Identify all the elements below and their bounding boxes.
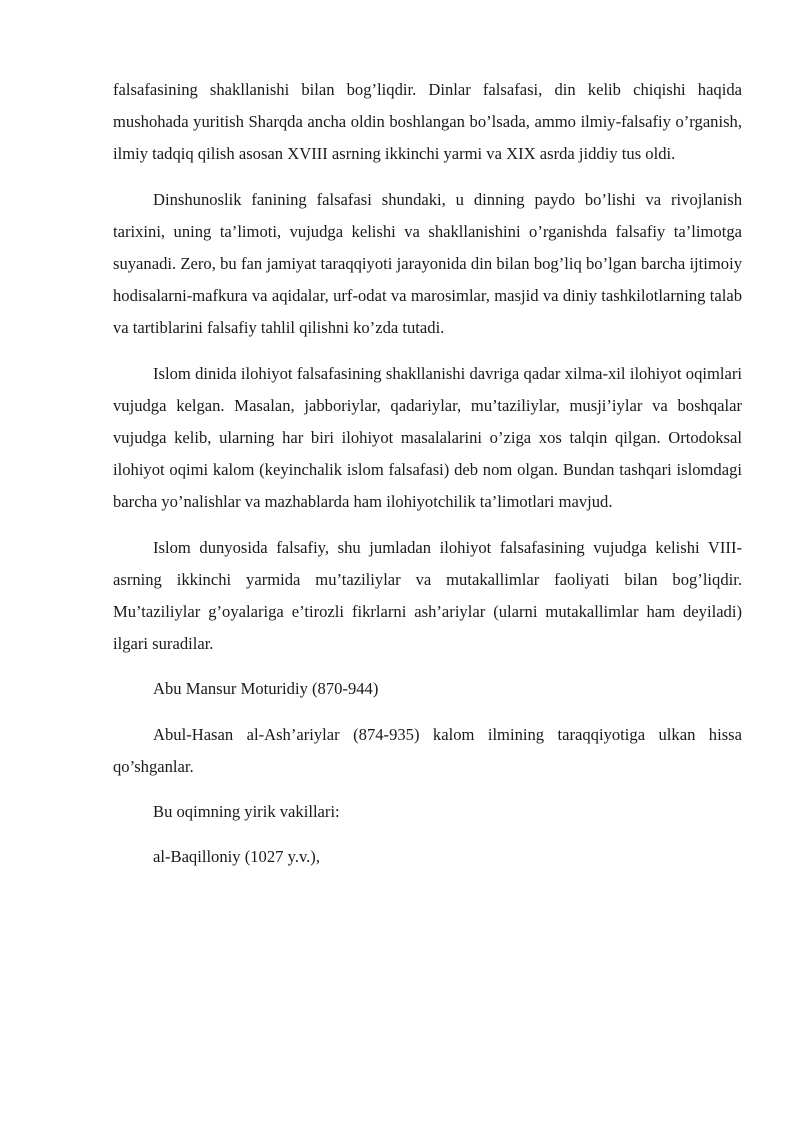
paragraph-continued: falsafasining shakllanishi bilan bog’liqdir. Dinlar falsafasi, din kelib chiqishi haqida mushohada yuritish Sharqda ancha oldin boshlangan bo’lsada, ammo ilmiy-falsafiy o’rganish, ilmiy tadqiq qilish asosan XVIII asrning ikkinchi yarmi va XIX asrda jiddiy tus oldi. <box>113 80 742 164</box>
paragraph-abul-hasan: Abul-Hasan al-Ash’ariylar (874-935) kalom ilmining taraqqiyotiga ulkan hissa qo’shganlar. <box>113 724 742 776</box>
line-vakillari-heading: Bu oqimning yirik vakillari: <box>153 802 340 822</box>
line-abu-mansur: Abu Mansur Moturidiy (870-944) <box>153 679 379 699</box>
paragraph-islom-dinida: Islom dinida ilohiyot falsafasining shakllanishi davriga qadar xilma-xil ilohiyot oqimlari vujudga kelgan. Masalan, jabboriylar, qadariylar, mu’taziliylar, musji’iylar va boshqalar vujudga kelib, ularning har biri ilohiyot masalalarini o’ziga xos talqin qilgan. Ortodoksal ilohiyot oqimi kalom (keyinchalik islom falsafasi) deb nom olgan. Bundan tashqari islomdagi barcha yo’nalishlar va mazhablarda ham ilohiyotchilik ta’limotlari mavjud. <box>113 363 742 512</box>
line-al-baqilloniy: al-Baqilloniy (1027 y.v.), <box>153 847 320 867</box>
document-body <box>113 74 742 886</box>
paragraph-dinshunoslik: Dinshunoslik fanining falsafasi shundaki, u dinning paydo bo’lishi va rivojlanish tarixini, uning ta’limoti, vujudga kelishi va shakllanishini o’rganishda falsafiy ta’limotga suyanadi. Zero, bu fan jamiyat taraqqiyoti jarayonida din bilan bog’liq bo’lgan barcha ijtimoiy hodisalarni-mafkura va aqidalar, urf-odat va marosimlar, masjid va diniy tashkilotlarning talab va tartiblarini falsafiy tahlil qilishni ko’zda tutadi. <box>113 189 742 338</box>
paragraph-islom-dunyosida: Islom dunyosida falsafiy, shu jumladan ilohiyot falsafasining vujudga kelishi VIII-asrning ikkinchi yarmida mu’taziliylar va mutakallimlar faoliyati bilan bog’liqdir. Mu’taziliylar g’oyalariga e’tirozli fikrlarni ash’ariylar (ularni mutakallimlar ham deyiladi) ilgari suradilar. <box>113 537 742 654</box>
